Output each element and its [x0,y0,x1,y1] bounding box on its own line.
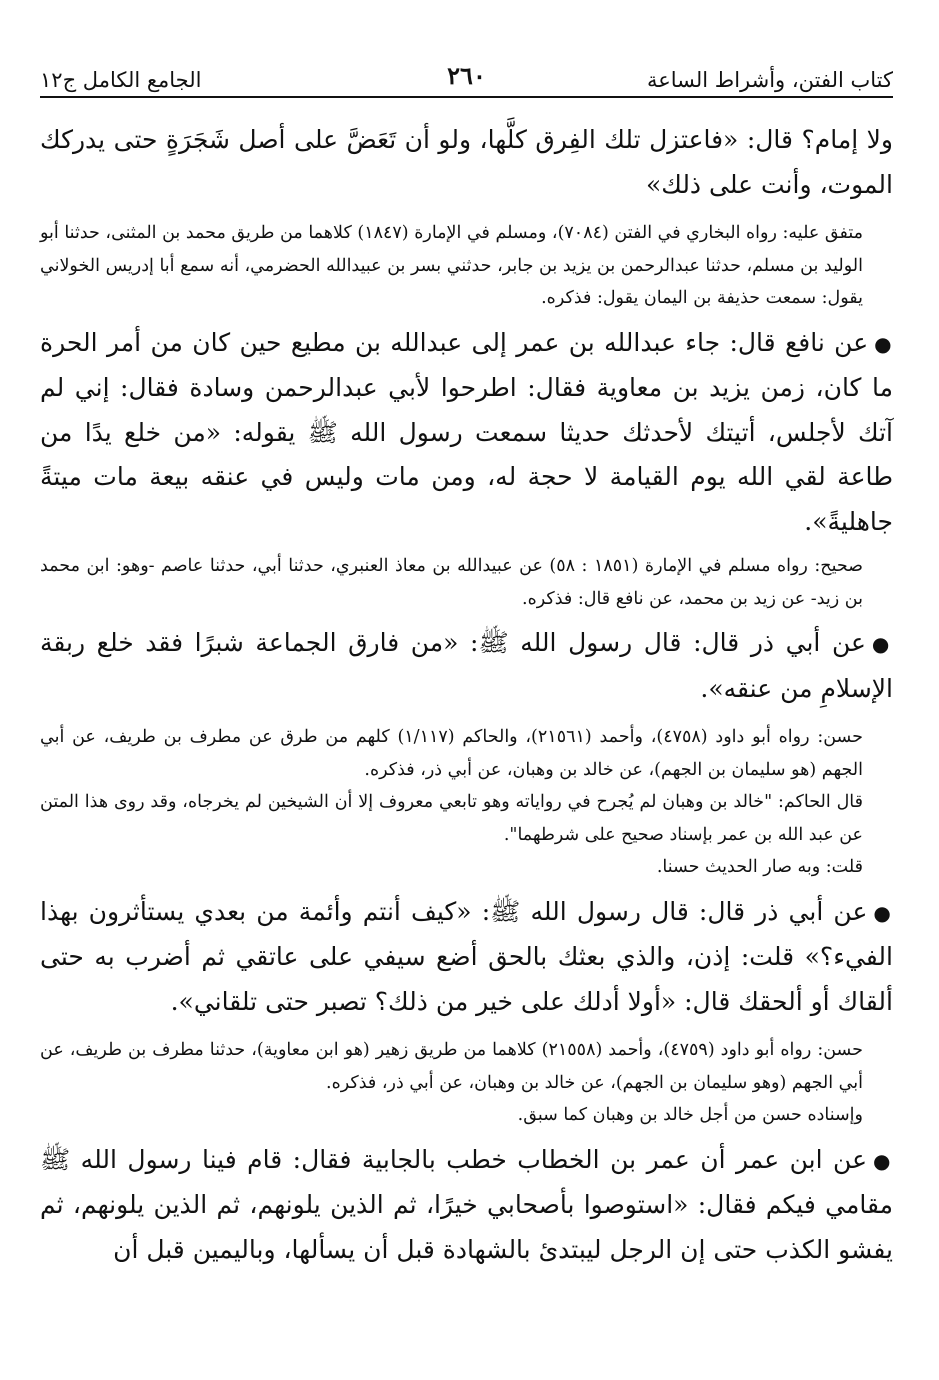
header-book-title: الجامع الكامل ج١٢ [40,68,202,92]
hadith-paragraph [40,1138,893,1273]
page-content [40,118,893,1272]
note-text: قال الحاكم: "خالد بن وهبان لم يُجرح في رواياته وهو تابعي معروف إلا أن الشيخين لم يخرجاه، وقد روى هذا المتن عن عبد الله بن عمر بإسناد صحيح على شرطهما". [40,792,863,845]
hadith-text: عن نافع قال: جاء عبدالله بن عمر إلى عبدالله بن مطيع حين كان من أمر الحرة ما كان، زمن يزيد بن معاوية فقال: اطرحوا لأبي عبدالرحمن وسادة فقال: إني لم آتك لأجلس، أتيتك لأحدثك حديثا سمعت رسول الله ﷺ يقوله: «من خلع يدًا من طاعة لقي الله يوم القيامة لا حجة له، ومن مات وليس في عنقه بيعة مات ميتةً جاهليةً». [40,327,893,536]
hadith-paragraph [40,890,893,1025]
takhrij-note [40,1034,893,1099]
header-chapter-title: كتاب الفتن، وأشراط الساعة [646,68,893,92]
author-comment [40,1099,893,1132]
note-text: حسن: رواه أبو داود (٤٧٥٨)، وأحمد (٢١٥٦١)، والحاكم (١/١١٧) كلهم من طرق عن مطرف بن طريف، عن أبي الجهم (هو سليمان بن الجهم)، عن خالد بن وهبان، عن أبي ذر، فذكره. [40,727,863,780]
page-number: ٢٦٠ [447,61,486,90]
note-text: صحيح: رواه مسلم في الإمارة (١٨٥١ : ٥٨) عن عبيدالله بن معاذ العنبري، حدثنا أبي، حدثنا عاصم -وهو: ابن محمد بن زيد- عن زيد بن محمد، عن نافع قال: فذكره. [40,556,864,609]
hadith-text: عن ابن عمر أن عمر بن الخطاب خطب بالجابية فقال: قام فينا رسول الله ﷺ مقامي فيكم فقال: «استوصوا بأصحابي خيرًا، ثم الذين يلونهم، ثم الذين يلونهم، ثم يفشو الكذب حتى إن الرجل ليبتدئ بالشهادة قبل أن يسألها، وباليمين قبل أن [40,1144,893,1264]
takhrij-note [40,550,893,615]
hadith-text: عن أبي ذر قال: قال رسول الله ﷺ: «من فارق الجماعة شبرًا فقد خلع ربقة الإسلامِ من عنقه». [40,628,893,703]
hadith-paragraph [40,621,893,711]
note-text: وإسناده حسن من أجل خالد بن وهبان كما سبق. [517,1105,863,1125]
bullet-icon: ● [873,900,894,925]
hadith-text: ولا إمام؟ قال: «فاعتزل تلك الفِرق كلَّها، ولو أن تَعَضَّ على أصل شَجَرَةٍ حتى يدركك الموت، وأنت على ذلك» [40,125,893,199]
takhrij-note [40,217,893,315]
hadith-paragraph [40,118,893,207]
hadith-paragraph [40,321,893,545]
hadith-text: عن أبي ذر قال: قال رسول الله ﷺ: «كيف أنتم وأئمة من بعدي يستأثرون بهذا الفيء؟» قلت: إذن، والذي بعثك بالحق أضع سيفي على عاتقي ثم أضرب به حتى ألقاك أو ألحقك قال: «أولا أدلك على خير من ذلك؟ تصبر حتى تلقاني». [40,896,893,1016]
bullet-icon: ● [874,331,893,356]
bullet-icon: ● [873,1148,894,1173]
note-text: متفق عليه: رواه البخاري في الفتن (٧٠٨٤)، ومسلم في الإمارة (١٨٤٧) كلاهما من طريق محمد بن المثنى، حدثنا أبو الوليد بن مسلم، حدثنا عبدالرحمن بن يزيد بن جابر، حدثني بسر بن عبيدالله الحضرمي، أنه سمع أبا إدريس الخولاني يقول: سمعت حذيفة بن اليمان يقول: فذكره. [40,223,863,308]
bullet-icon: ● [871,632,893,656]
hakim-quote-note [40,786,893,851]
note-text: قلت: وبه صار الحديث حسنا. [656,857,863,877]
takhrij-note [40,721,893,786]
author-comment [40,851,893,884]
page-header [40,58,893,98]
note-text: حسن: رواه أبو داود (٤٧٥٩)، وأحمد (٢١٥٥٨) كلاهما من طريق زهير (هو ابن معاوية)، حدثنا مطرف بن طريف، عن أبي الجهم (وهو سليمان بن الجهم)، عن خالد بن وهبان، عن أبي ذر، فذكره. [40,1040,863,1093]
